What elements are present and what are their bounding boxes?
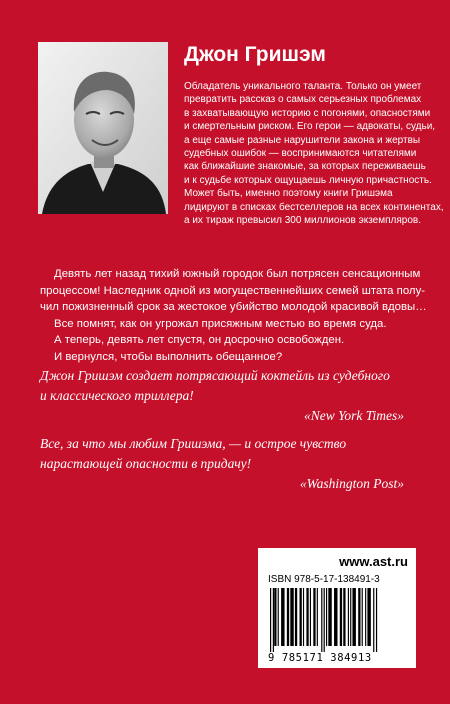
bio-line: Обладатель уникального таланта. Только он умеет: [184, 81, 422, 92]
blurb-line: Девять лет назад тихий южный городок был потрясен сенсационным: [54, 268, 421, 280]
barcode-bar: [358, 588, 360, 646]
barcode-bar: [326, 588, 327, 646]
barcode-bar: [367, 588, 370, 646]
review-quote-wapo: [40, 434, 420, 494]
blurb-line: чил пожизненный срок за жестокое убийство молодой красивой вдовы…: [40, 301, 427, 314]
quote-line: Все, за что мы любим Гришэма, — и острое чувство: [40, 436, 347, 451]
barcode-bar: [274, 588, 276, 646]
blurb-line: процессом! Наследник одной из могущественнейших семей штата полу-: [40, 284, 426, 297]
bio-line: Может быть, именно поэтому книги Гришэма: [184, 188, 393, 200]
bio-line: а еще самые разные нарушители закона и жертвы: [184, 134, 421, 146]
barcode-bar: [343, 588, 345, 646]
bio-line: судебных ошибок — воспринимаются читателями: [184, 148, 417, 160]
quote-line: и классического триллера!: [40, 388, 194, 403]
blurb-line: И вернулся, чтобы выполнить обещанное?: [54, 350, 283, 363]
publisher-website: www.ast.ru: [339, 554, 408, 569]
barcode-bar: [295, 588, 297, 646]
barcode-bar: [350, 588, 351, 646]
barcode-bar: [273, 588, 274, 652]
barcode-bar: [328, 588, 331, 646]
barcode-bar: [348, 588, 349, 646]
bio-line: превратить рассказ о самых серьезных проблемах: [184, 94, 422, 106]
barcode-bar: [376, 588, 377, 652]
review-quote-nyt: [40, 366, 420, 426]
barcode-bar: [317, 588, 318, 646]
barcode-panel: [258, 548, 416, 668]
author-portrait-image: [38, 42, 168, 214]
blurb-line: А теперь, девять лет спустя, он досрочно освобожден.: [54, 334, 345, 347]
barcode-bar: [310, 588, 311, 646]
barcode-bar: [287, 588, 289, 646]
barcode-bar: [365, 588, 366, 646]
barcode-digits: 9 785171 384913: [268, 652, 372, 664]
barcode-icon: [268, 588, 406, 652]
quote-source: «Washington Post»: [299, 476, 404, 491]
barcode-bar: [362, 588, 363, 646]
barcode-bar: [290, 588, 293, 646]
barcode-bar: [306, 588, 308, 646]
barcode-bar: [321, 588, 322, 652]
barcode-bar: [278, 588, 279, 646]
bio-line: и смертельным риском. Его герои — адвокаты, судьи,: [184, 121, 436, 133]
barcode-bar: [352, 588, 355, 646]
barcode-bar: [270, 588, 271, 652]
bio-line: лидируют в списках бестселлеров на всех континентах,: [184, 201, 444, 213]
quote-line: Джон Гришэм создает потрясающий коктейль из судебного: [40, 368, 390, 383]
isbn-number: ISBN 978-5-17-138491-3: [268, 574, 380, 585]
barcode-bar: [340, 588, 342, 646]
bio-line: и к судьбе которых ощущаешь личную причастность.: [184, 174, 432, 186]
barcode-bar: [334, 588, 337, 646]
barcode-bar: [324, 588, 325, 652]
quote-source: «New York Times»: [303, 408, 404, 423]
author-bio: [184, 80, 444, 227]
bio-line: а их тираж превысил 300 миллионов экземпляров.: [184, 215, 421, 227]
barcode-bar: [303, 588, 304, 646]
bio-line: в захватывающую историю с погонями, опасностями: [184, 107, 431, 119]
blurb-line: Все помнят, как он угрожал присяжным местью во время суда.: [54, 317, 387, 330]
bio-line: как ближайшие знакомые, за которых переживаешь: [184, 161, 426, 173]
barcode-bar: [313, 588, 315, 646]
author-name: Джон Гришэм: [184, 43, 326, 66]
author-photo: [38, 42, 168, 214]
barcode-bar: [373, 588, 374, 652]
barcode-bar: [300, 588, 302, 646]
book-blurb: [40, 266, 427, 366]
quote-line: нарастающей опасности в придачу!: [40, 456, 252, 471]
barcode-bar: [281, 588, 284, 646]
